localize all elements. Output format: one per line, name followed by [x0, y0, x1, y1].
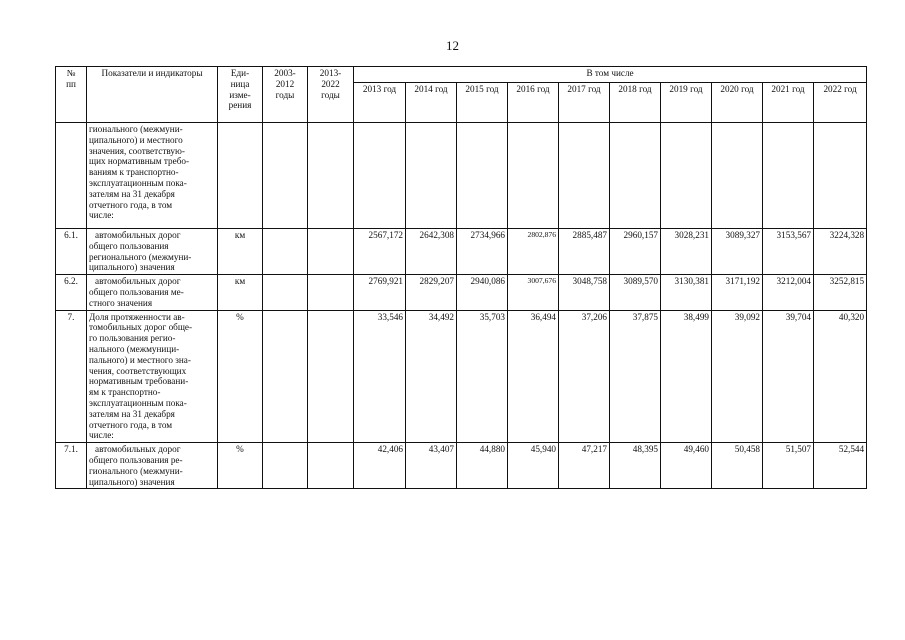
indicators-table	[55, 66, 867, 489]
row-value: 47,217	[559, 443, 610, 489]
row-unit: %	[218, 310, 263, 443]
row-value: 2769,921	[354, 275, 406, 310]
row-2013-2022	[308, 123, 354, 229]
row-unit: км	[218, 229, 263, 275]
row-value: 48,395	[610, 443, 661, 489]
header-year: 2022 год	[814, 83, 867, 123]
header-year: 2020 год	[712, 83, 763, 123]
table-row-7-1	[56, 443, 867, 489]
row-value: 51,507	[763, 443, 814, 489]
row-indicator: гионального (межмуни- ципального) и местного значения, соответствую- щих нормативным требо- ваниям к транспортно- эксплуатационным пока- зателям на 31 декабря отчетного года, в том числе:	[87, 123, 218, 229]
row-2013-2022	[308, 310, 354, 443]
row-value: 2885,487	[559, 229, 610, 275]
header-indicator: Показатели и индикаторы	[87, 67, 218, 123]
row-value: 38,499	[661, 310, 712, 443]
row-value: 2642,308	[406, 229, 457, 275]
row-value	[610, 123, 661, 229]
row-num: 7.1.	[56, 443, 87, 489]
row-value: 2829,207	[406, 275, 457, 310]
row-value: 49,460	[661, 443, 712, 489]
row-value: 37,875	[610, 310, 661, 443]
row-value	[763, 123, 814, 229]
header-including: В том числе	[354, 67, 867, 83]
row-unit: %	[218, 443, 263, 489]
header-2013-2022: 2013- 2022 годы	[308, 67, 354, 123]
row-value: 3212,004	[763, 275, 814, 310]
page-number: 12	[446, 38, 459, 53]
row-value: 37,206	[559, 310, 610, 443]
row-2013-2022	[308, 443, 354, 489]
row-2003-2012	[263, 275, 308, 310]
row-value	[814, 123, 867, 229]
header-year: 2014 год	[406, 83, 457, 123]
row-value: 3028,231	[661, 229, 712, 275]
header-year: 2013 год	[354, 83, 406, 123]
row-value	[712, 123, 763, 229]
row-value: 39,092	[712, 310, 763, 443]
row-value: 2960,157	[610, 229, 661, 275]
row-value: 39,704	[763, 310, 814, 443]
header-year: 2018 год	[610, 83, 661, 123]
row-value: 3224,328	[814, 229, 867, 275]
row-value	[457, 123, 508, 229]
header-year: 2016 год	[508, 83, 559, 123]
row-2013-2022	[308, 229, 354, 275]
table-row-7	[56, 310, 867, 443]
row-value: 45,940	[508, 443, 559, 489]
row-2003-2012	[263, 310, 308, 443]
row-indicator: автомобильных дорог общего пользования ре- гионального (межмуни- ципального) значения	[87, 443, 218, 489]
row-2013-2022	[308, 275, 354, 310]
row-num	[56, 123, 87, 229]
row-indicator: автомобильных дорог общего пользования ме- стного значения	[87, 275, 218, 310]
row-value: 2567,172	[354, 229, 406, 275]
row-value	[406, 123, 457, 229]
row-value: 3089,327	[712, 229, 763, 275]
row-value: 3089,570	[610, 275, 661, 310]
row-value	[354, 123, 406, 229]
row-unit: км	[218, 275, 263, 310]
table-body	[56, 123, 867, 489]
header-year: 2015 год	[457, 83, 508, 123]
row-num: 6.2.	[56, 275, 87, 310]
header-2003-2012: 2003- 2012 годы	[263, 67, 308, 123]
row-value: 2802,876	[508, 229, 559, 275]
row-value: 50,458	[712, 443, 763, 489]
row-num: 6.1.	[56, 229, 87, 275]
row-value: 2734,966	[457, 229, 508, 275]
table-row-continuation	[56, 123, 867, 229]
header-year: 2019 год	[661, 83, 712, 123]
row-value	[559, 123, 610, 229]
table-header	[56, 67, 867, 123]
row-value: 3252,815	[814, 275, 867, 310]
row-value: 33,546	[354, 310, 406, 443]
row-unit	[218, 123, 263, 229]
row-indicator: автомобильных дорог общего пользования регионального (межмуни- ципального) значения	[87, 229, 218, 275]
row-value: 52,544	[814, 443, 867, 489]
row-value: 43,407	[406, 443, 457, 489]
header-num: № пп	[56, 67, 87, 123]
row-num: 7.	[56, 310, 87, 443]
row-indicator: Доля протяженности ав- томобильных дорог обще- го пользования регио- нального (межмуници- пального) и местного зна- чения, соответствующих нормативным требовани- ям к транспортно- эксплуатационным пока- зателям на 31 декабря отчетного года, в том числе:	[87, 310, 218, 443]
row-value: 3130,381	[661, 275, 712, 310]
row-value: 3048,758	[559, 275, 610, 310]
row-2003-2012	[263, 443, 308, 489]
table-row-6-2	[56, 275, 867, 310]
row-value: 35,703	[457, 310, 508, 443]
row-value	[661, 123, 712, 229]
row-value	[508, 123, 559, 229]
row-value: 3171,192	[712, 275, 763, 310]
row-2003-2012	[263, 229, 308, 275]
row-value: 40,320	[814, 310, 867, 443]
header-year: 2021 год	[763, 83, 814, 123]
row-2003-2012	[263, 123, 308, 229]
header-year: 2017 год	[559, 83, 610, 123]
row-value: 2940,086	[457, 275, 508, 310]
row-value: 36,494	[508, 310, 559, 443]
table-row-6-1	[56, 229, 867, 275]
row-value: 34,492	[406, 310, 457, 443]
row-value: 3007,676	[508, 275, 559, 310]
row-value: 42,406	[354, 443, 406, 489]
header-unit: Еди- ница изме- рения	[218, 67, 263, 123]
row-value: 44,880	[457, 443, 508, 489]
row-value: 3153,567	[763, 229, 814, 275]
